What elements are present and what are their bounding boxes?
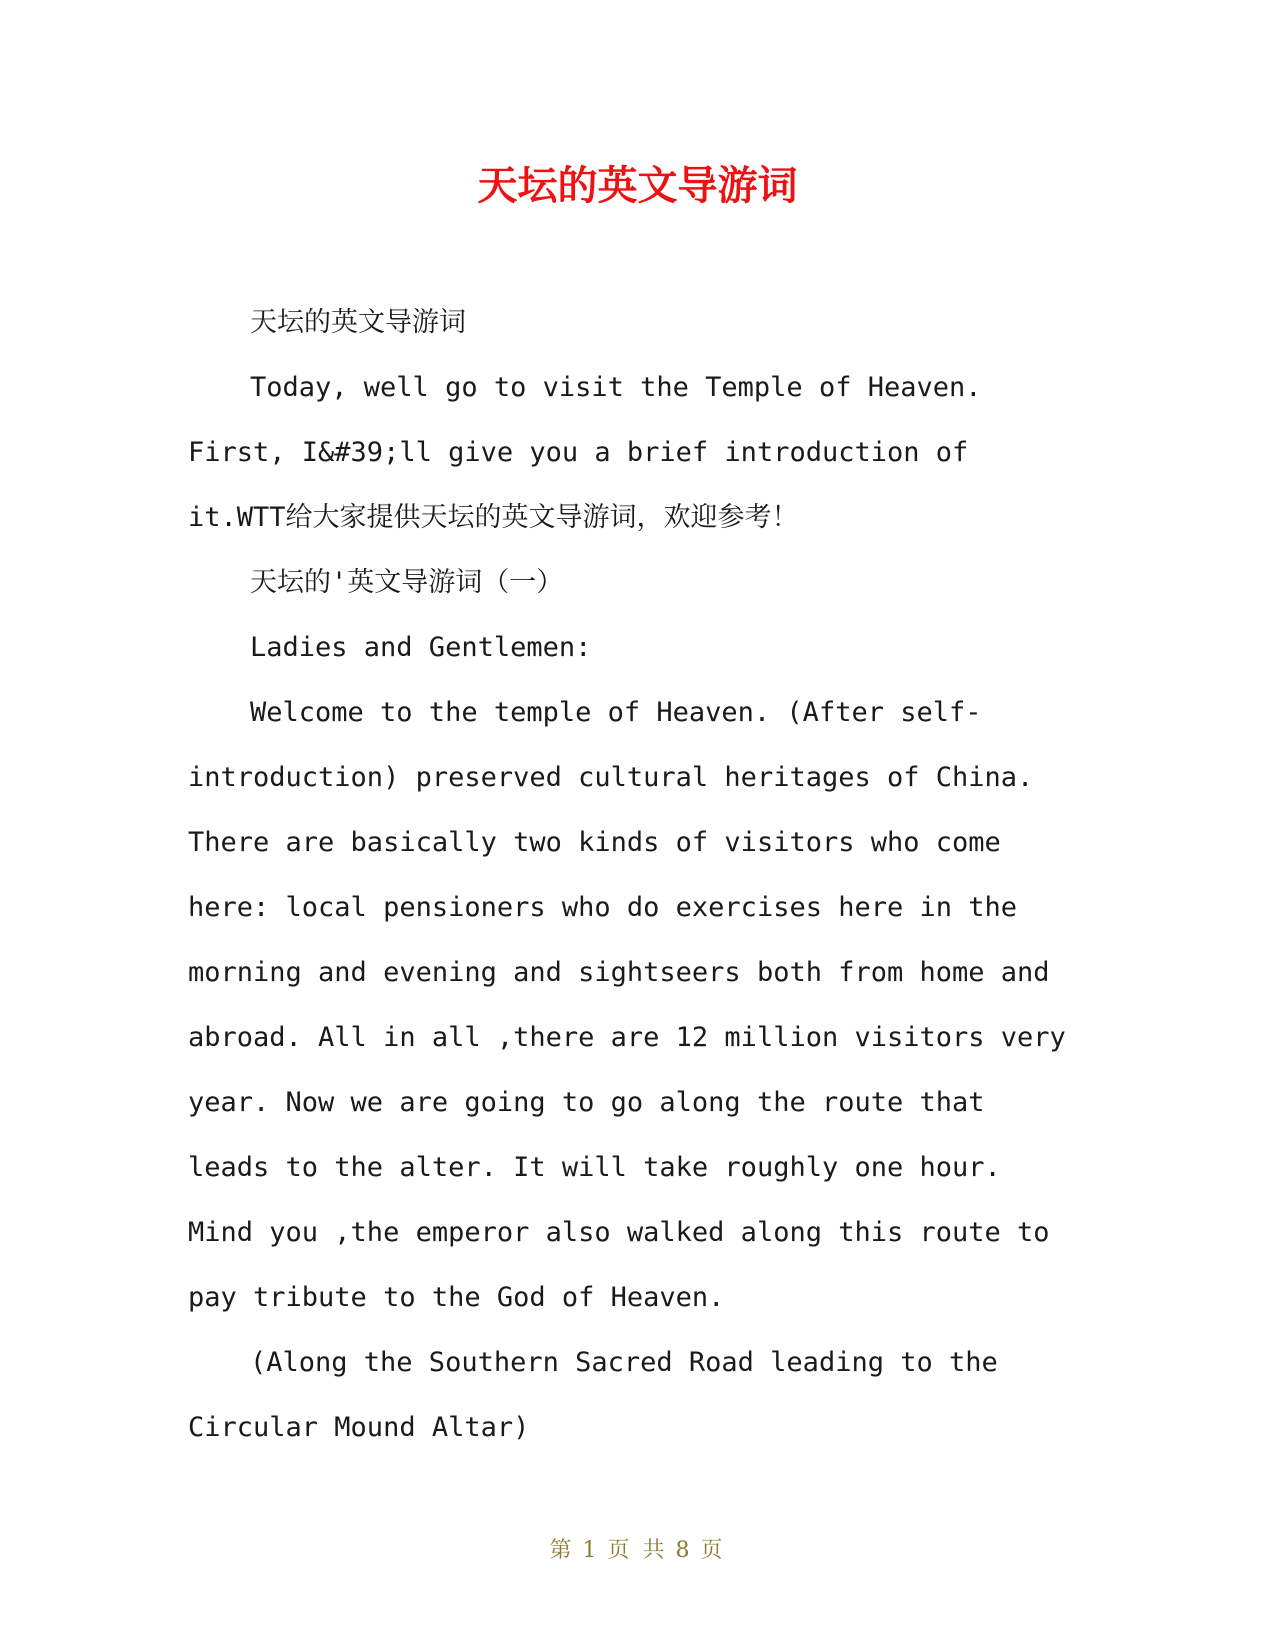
text-line: introduction) preserved cultural heritages of China. (188, 762, 1034, 793)
text-line: abroad. All in all ,there are 12 million visitors very (188, 1022, 1066, 1053)
footer-label-page: 第 (549, 1538, 575, 1563)
paragraph-route (188, 1330, 1088, 1460)
page-footer (0, 1536, 1275, 1566)
footer-label-of: 页 共 (607, 1538, 668, 1563)
text-line: (Along the Southern Sacred Road leading to the (250, 1347, 998, 1378)
paragraph-heading (188, 290, 1088, 355)
paragraph-intro (188, 355, 1088, 550)
text-line: Ladies and Gentlemen: (250, 632, 592, 663)
text-line: year. Now we are going to go along the route that (188, 1087, 985, 1118)
text-line: Mind you ,the emperor also walked along this route to (188, 1217, 1050, 1248)
paragraph-welcome (188, 680, 1088, 1330)
text-line: pay tribute to the God of Heaven. (188, 1282, 725, 1313)
text-line: Welcome to the temple of Heaven. (After self- (250, 697, 982, 728)
text-line: First, I&#39;ll give you a brief introduction of (188, 437, 969, 468)
text-line: here: local pensioners who do exercises here in the (188, 892, 1018, 923)
text-line: Circular Mound Altar) (188, 1412, 530, 1443)
document-title: 天坛的英文导游词 (477, 163, 798, 209)
document-body (188, 290, 1088, 1460)
footer-page-number: 1 (582, 1538, 600, 1563)
text-line: it.WTT给大家提供天坛的英文导游词，欢迎参考！ (188, 502, 799, 533)
text-line: leads to the alter. It will take roughly one hour. (188, 1152, 1001, 1183)
footer-total-pages: 8 (675, 1538, 693, 1563)
text-line: 天坛的'英文导游词（一） (250, 567, 564, 598)
text-line: 天坛的英文导游词 (250, 307, 466, 338)
text-line: There are basically two kinds of visitors who come (188, 827, 1001, 858)
text-line: Today, well go to visit the Temple of Heaven. (250, 372, 982, 403)
footer-label-end: 页 (700, 1538, 726, 1563)
text-line: morning and evening and sightseers both from home and (188, 957, 1050, 988)
paragraph-section-heading (188, 550, 1088, 615)
paragraph-greeting (188, 615, 1088, 680)
